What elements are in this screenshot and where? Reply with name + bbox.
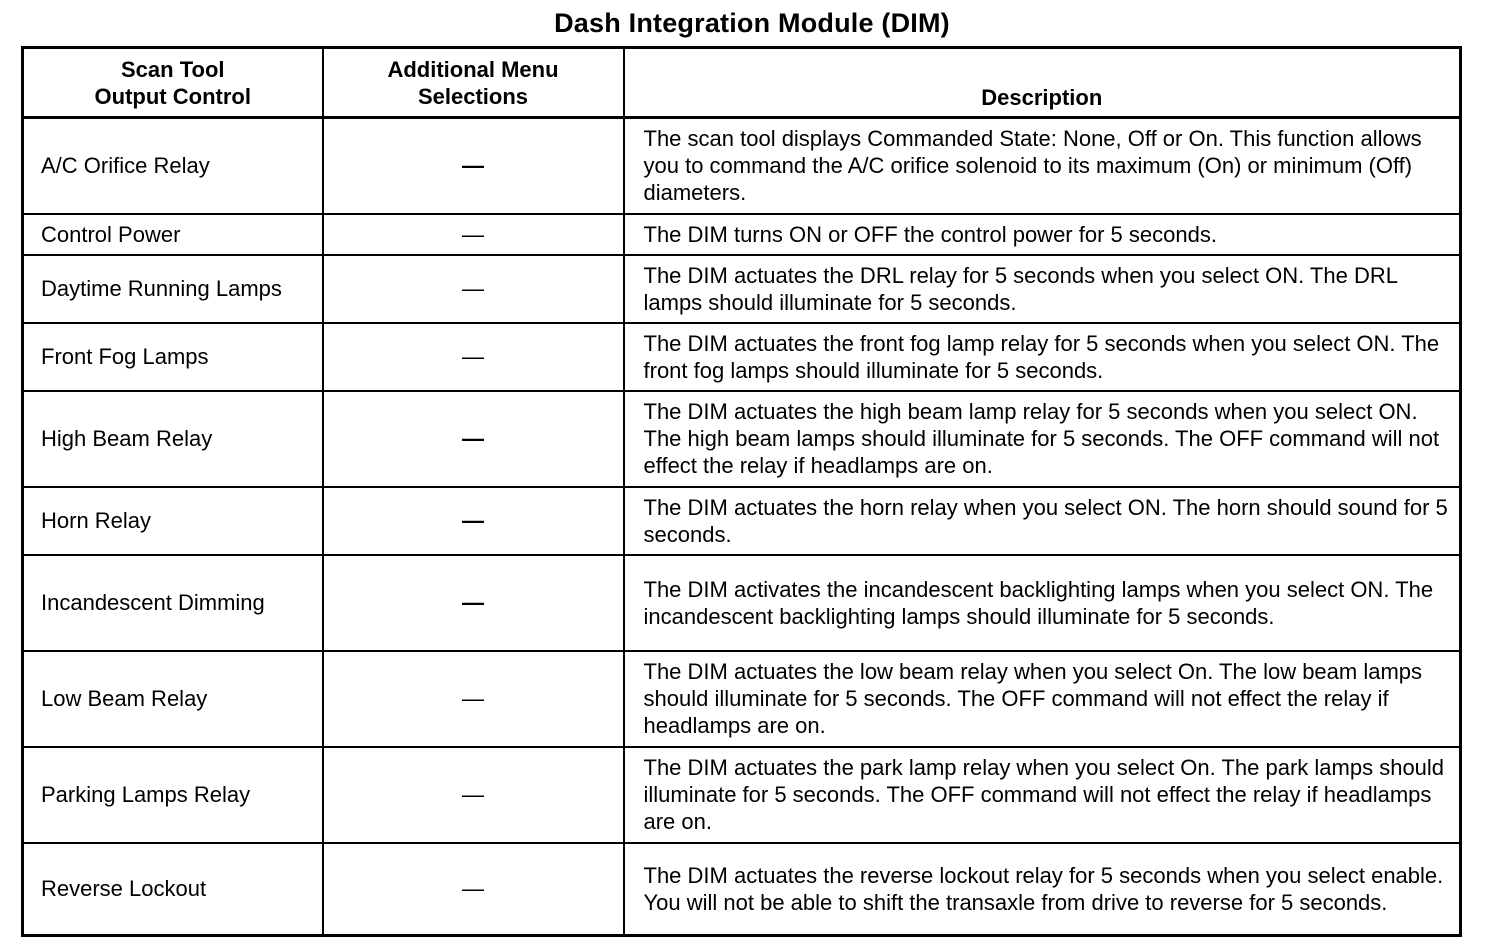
cell-description: The DIM actuates the reverse lockout relay for 5 seconds when you select enable. You will not be able to shift the transaxle from drive to reverse for 5 seconds.	[624, 843, 1461, 936]
table-row	[23, 323, 1461, 391]
cell-control: Reverse Lockout	[23, 843, 323, 936]
table-row	[23, 555, 1461, 651]
header-col1-line2: Output Control	[94, 83, 251, 109]
cell-description: The DIM activates the incandescent backlighting lamps when you select ON. The incandescent backlighting lamps should illuminate for 5 seconds.	[624, 555, 1461, 651]
header-description: Description	[624, 48, 1461, 118]
menu-dash: —	[462, 153, 484, 179]
table-row	[23, 255, 1461, 323]
menu-dash: —	[462, 876, 484, 902]
cell-control: Parking Lamps Relay	[23, 747, 323, 843]
table-row	[23, 843, 1461, 936]
cell-control: Incandescent Dimming	[23, 555, 323, 651]
table-row	[23, 391, 1461, 487]
cell-control: Daytime Running Lamps	[23, 255, 323, 323]
cell-menu	[323, 391, 624, 487]
cell-control: Front Fog Lamps	[23, 323, 323, 391]
cell-description: The DIM actuates the high beam lamp relay for 5 seconds when you select ON. The high beam lamps should illuminate for 5 seconds. The OFF command will not effect the relay if headlamps are on.	[624, 391, 1461, 487]
cell-description: The DIM actuates the DRL relay for 5 seconds when you select ON. The DRL lamps should illuminate for 5 seconds.	[624, 255, 1461, 323]
table-row	[23, 747, 1461, 843]
cell-description: The DIM actuates the front fog lamp relay for 5 seconds when you select ON. The front fog lamps should illuminate for 5 seconds.	[624, 323, 1461, 391]
cell-menu	[323, 651, 624, 747]
cell-menu	[323, 555, 624, 651]
menu-dash: —	[462, 276, 484, 301]
table-row	[23, 651, 1461, 747]
header-col2-line1: Additional Menu	[387, 56, 559, 82]
table-row	[23, 118, 1461, 214]
cell-description: The DIM turns ON or OFF the control power for 5 seconds.	[624, 214, 1461, 255]
menu-dash: —	[462, 590, 484, 615]
header-additional-menu-selections	[323, 48, 624, 118]
cell-control: A/C Orifice Relay	[23, 118, 323, 214]
cell-control: Horn Relay	[23, 487, 323, 555]
cell-description: The DIM actuates the horn relay when you select ON. The horn should sound for 5 seconds.	[624, 487, 1461, 555]
header-scan-tool-output-control	[23, 48, 323, 118]
menu-dash: —	[462, 426, 484, 451]
page-title: Dash Integration Module (DIM)	[554, 8, 950, 38]
cell-control: Low Beam Relay	[23, 651, 323, 747]
dim-output-control-table	[21, 46, 1462, 937]
header-col1-line1: Scan Tool	[121, 56, 225, 82]
cell-menu	[323, 255, 624, 323]
cell-description: The DIM actuates the park lamp relay when you select On. The park lamps should illuminate for 5 seconds. The OFF command will not effect the relay if headlamps are on.	[624, 747, 1461, 843]
cell-description: The scan tool displays Commanded State: None, Off or On. This function allows you to command the A/C orifice solenoid to its maximum (On) or minimum (Off) diameters.	[624, 118, 1461, 214]
menu-dash: —	[462, 508, 484, 533]
menu-dash: —	[462, 344, 484, 369]
table-header-row	[23, 48, 1461, 118]
cell-menu	[323, 118, 624, 214]
cell-menu	[323, 323, 624, 391]
cell-description: The DIM actuates the low beam relay when you select On. The low beam lamps should illuminate for 5 seconds. The OFF command will not effect the relay if headlamps are on.	[624, 651, 1461, 747]
menu-dash: —	[462, 221, 484, 247]
cell-menu	[323, 747, 624, 843]
menu-dash: —	[462, 686, 484, 711]
cell-menu	[323, 843, 624, 936]
header-col2-line2: Selections	[417, 83, 529, 109]
table-row	[23, 214, 1461, 255]
cell-control: High Beam Relay	[23, 391, 323, 487]
cell-menu	[323, 214, 624, 255]
cell-menu	[323, 487, 624, 555]
menu-dash: —	[462, 782, 484, 807]
table-row	[23, 487, 1461, 555]
cell-control: Control Power	[23, 214, 323, 255]
